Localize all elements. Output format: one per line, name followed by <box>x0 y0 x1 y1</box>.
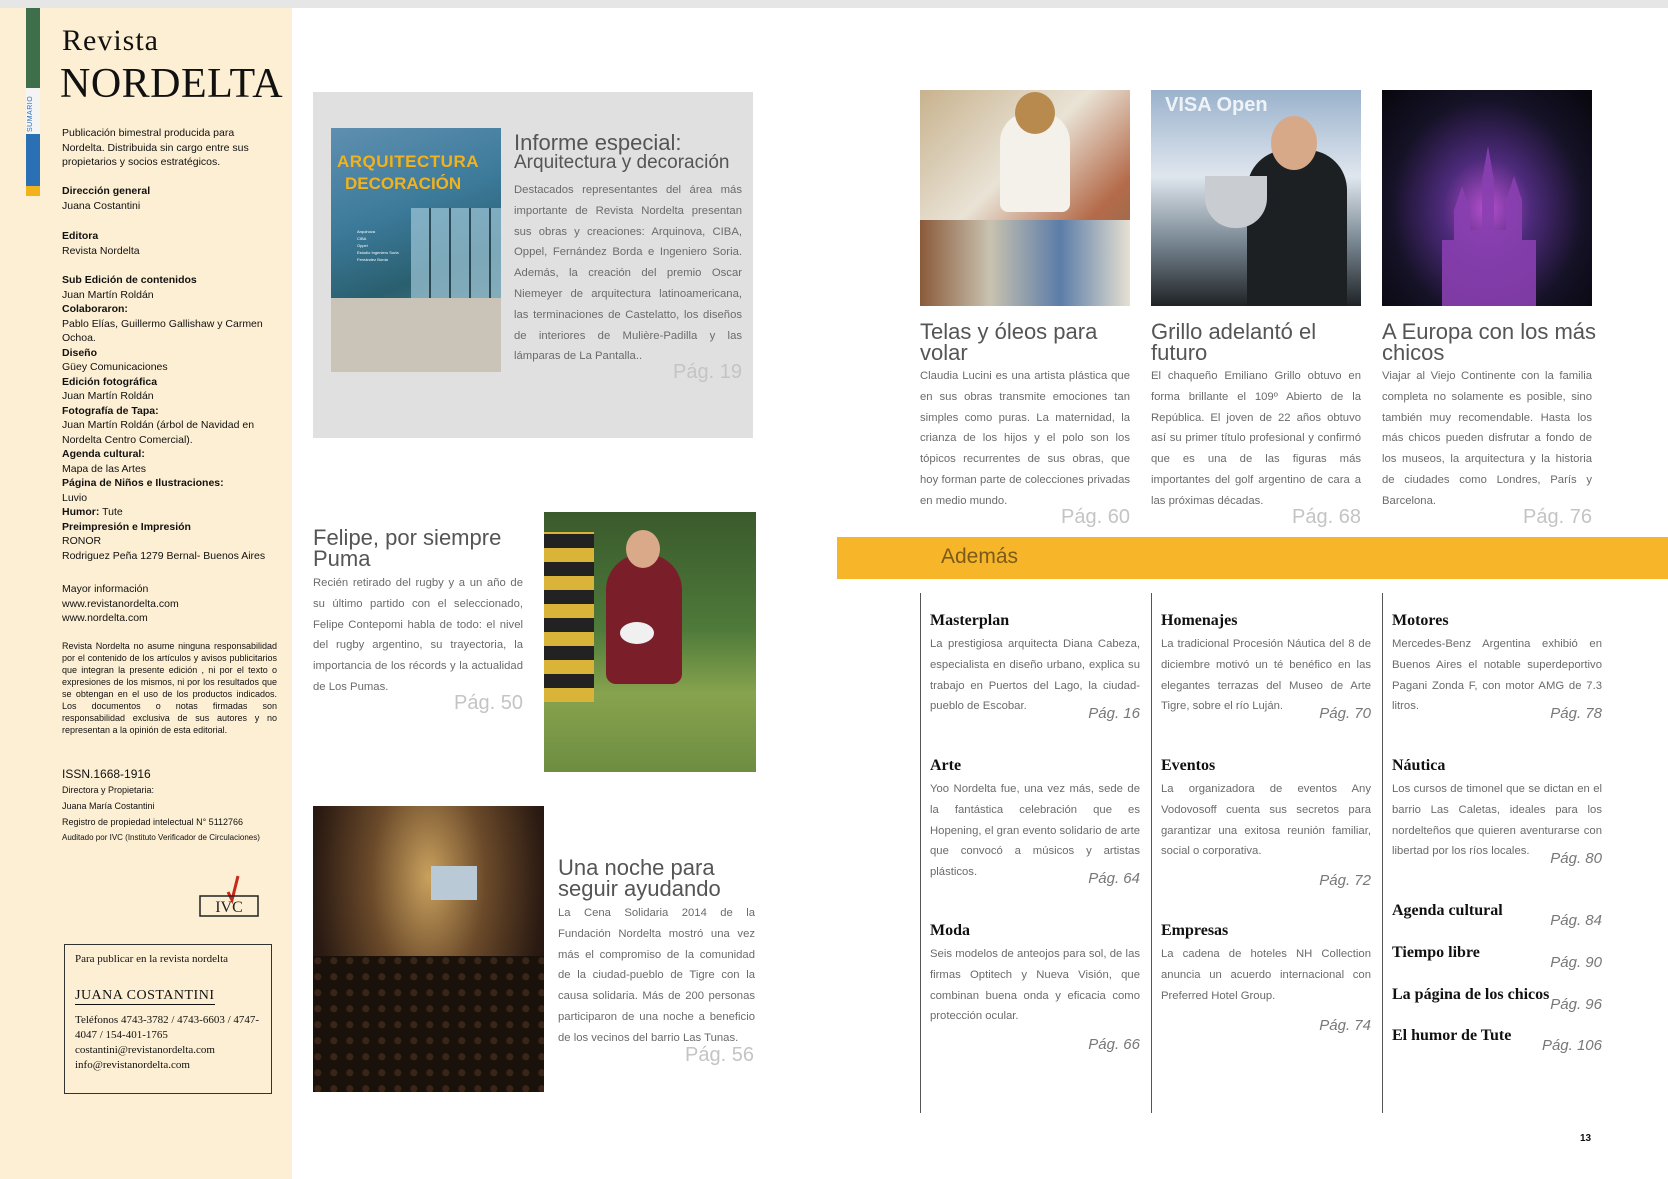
contact-heading: Para publicar en la revista nordelta <box>75 953 229 965</box>
ademas-item-body: La prestigiosa arquitecta Diana Cabeza, especialista en diseño urbano, explica su trabajo en Puertos del Lago, la ciudad-pueblo de Escobar. <box>930 638 1140 713</box>
credit-value: Juan Martín Roldán <box>62 288 154 301</box>
contact-email-1[interactable]: costantini@revistanordelta.com <box>75 1044 215 1056</box>
ademas-item-body: Seis modelos de anteojos para sol, de las firmas Optitech y Nueva Visión, que combinan buena onda y eficacia como protección ocular. <box>930 948 1140 1023</box>
more-info <box>62 582 277 626</box>
sumario-tab-blue <box>26 134 40 186</box>
credit-label: Dirección general <box>62 185 151 197</box>
credit-list <box>62 273 277 563</box>
ademas-item-body: La organizadora de eventos Any Vodovosoff cuenta sus secretos para garantizar una exitosa reunión familiar, social o corporativa. <box>1161 783 1371 858</box>
more-info-label: Mayor información <box>62 583 149 595</box>
credit-label: Colaboraron: <box>62 303 128 315</box>
noche-page[interactable]: Pág. 56 <box>685 1044 754 1066</box>
cover-list-item: Fernández Borda <box>357 257 388 262</box>
cover-list-item: Oppel <box>357 243 368 248</box>
short-item-page[interactable]: Pág. 84 <box>1550 912 1602 929</box>
informe-subtitle: Arquitectura y decoración <box>514 152 730 173</box>
directora: Juana María Costantini <box>62 801 155 811</box>
credit-value: Tute <box>102 506 123 518</box>
felipe-body: Recién retirado del rugby y a un año de su último partido con el seleccionado, Felipe Contepomi habla de todo: el nivel del rugby argentino, su trayectoria, la importancia de los récords y la actualidad de Los Pumas. <box>313 577 523 693</box>
page-number: 13 <box>1580 1133 1592 1144</box>
ivc-logo-text: IVC <box>215 899 243 916</box>
sumario-tab-label: SUMARIO <box>27 95 34 132</box>
credit-value: Luvio <box>62 491 88 504</box>
castle-photo <box>1382 90 1592 306</box>
ademas-item-body: Los cursos de timonel que se dictan en el barrio Las Caletas, ideales para los nordelteños que quieren aventurarse con libertad por los ríos locales. <box>1392 783 1602 858</box>
ademas-item-title: Homenajes <box>1161 612 1238 629</box>
credit-value: Juan Martín Roldán <box>62 390 154 402</box>
brand-revista: Revista <box>62 24 159 57</box>
credit-label: Diseño <box>62 346 98 359</box>
gala-crowd <box>313 956 544 1092</box>
informe-page[interactable]: Pág. 19 <box>673 361 742 383</box>
short-item-title: El humor de Tute <box>1392 1027 1512 1044</box>
informe-body: Destacados representantes del área más importante de Revista Nordelta presentan sus obras y creaciones: Arquinova, CIBA, Oppel, Fernández Borda e Ingeniero Soria. Además, la creación del premio Oscar Niemeyer de arquitectura latinoamericana, las terminaciones de Castelatto, los diseños de interiores de Mulière-Padilla y las lámparas de La Pantalla.. <box>514 184 742 363</box>
credit-label: Editora <box>62 230 99 242</box>
credit-1 <box>62 184 277 213</box>
credit-label: Fotografía de Tapa: <box>62 404 159 417</box>
issn-block <box>62 766 277 846</box>
short-item-page[interactable]: Pág. 106 <box>1541 1037 1602 1054</box>
credit-2 <box>62 229 277 258</box>
ademas-item-page[interactable]: Pág. 74 <box>1319 1017 1371 1034</box>
credit-label: Sub Edición de contenidos <box>62 274 197 286</box>
ademas-item-title: Eventos <box>1161 757 1216 774</box>
ademas-banner <box>837 537 1668 579</box>
telas-body: Claudia Lucini es una artista plástica que en sus obras transmite emociones tan simples como puras. La maternidad, la crianza de los hijos y el polo son los tópicos recurrentes de sus obras, que hoy forman parte de colecciones privadas en medio mundo. <box>920 370 1130 507</box>
credit-label: Agenda cultural: <box>62 448 145 460</box>
cover-list <box>357 228 399 263</box>
ademas-item-body: Mercedes-Benz Argentina exhibió en Buenos Aires el notable superdeportivo Pagani Zonda F, con motor AMG de 7.3 litros. <box>1392 638 1602 713</box>
credit-value: Revista Nordelta <box>62 244 140 257</box>
ademas-item-page[interactable]: Pág. 80 <box>1550 850 1602 867</box>
golfer-head <box>1271 116 1317 170</box>
column-divider <box>920 593 921 1113</box>
europa-title: A Europa con los más chicos <box>1382 319 1597 365</box>
column-divider <box>1151 593 1152 1113</box>
credit-label: Página de Niños e Ilustraciones: <box>62 477 224 489</box>
credit-label: Preimpresión e Impresión <box>62 520 191 533</box>
grillo-body: El chaqueño Emiliano Grillo obtuvo en forma brillante el 109º Abierto de la República. El joven de 22 años obtuvo así su primer título profesional y confirmó que es una de las figuras más importantes del golf argentino de cara a las próximas décadas. <box>1151 370 1361 507</box>
credit-label: Humor: <box>62 506 100 518</box>
sumario-tab-green <box>26 8 40 88</box>
credit-label: Edición fotográfica <box>62 375 158 388</box>
painter-palette <box>920 220 1130 306</box>
europa-body: Viajar al Viejo Continente con la familia completa no solamente es posible, sino también muy recomendable. Hasta los más chicos pueden disfrutar a fondo de los museos, la arquitectura y la historia de ciudades como Londres, París y Barcelona. <box>1382 370 1592 507</box>
web-link-revista[interactable]: www.revistanordelta.com <box>62 597 179 610</box>
credit-value: Mapa de las Artes <box>62 462 147 475</box>
contact-name: JUANA COSTANTINI <box>75 988 215 1003</box>
felipe-page[interactable]: Pág. 50 <box>454 692 523 714</box>
directora-label: Directora y Propietaria: <box>62 785 155 795</box>
sidebar-intro: Publicación bimestral producida para Nordelta. Distribuida sin cargo entre sus propietarios y socios estratégicos. <box>62 127 249 168</box>
short-item-title: La página de los chicos <box>1392 986 1550 1003</box>
ademas-item-body: La cadena de hoteles NH Collection anuncia un acuerdo internacional con Preferred Hotel Group. <box>1161 948 1371 1002</box>
ademas-item-title: Moda <box>930 922 970 939</box>
ademas-item-title: Motores <box>1392 612 1449 629</box>
contact-details <box>75 1013 265 1073</box>
contact-phones: Teléfonos 4743-3782 / 4743-6603 / 4747-4047 / 154-401-1765 <box>75 1014 260 1041</box>
ademas-label: Además <box>941 545 1019 568</box>
cover-floor <box>331 298 501 372</box>
credit-value: Juan Martín Roldán (árbol de Navidad en Nordelta Centro Comercial). <box>62 419 255 446</box>
ademas-item-page[interactable]: Pág. 16 <box>1088 705 1140 722</box>
rugby-photo <box>544 512 756 772</box>
noche-body: La Cena Solidaria 2014 de la Fundación Nordelta mostró una vez más el compromiso de la comunidad de la ciudad-pueblo de Tigre con la causa solidaria. Más de 200 personas participaron de una noche a beneficio de los vecinos del barrio Las Tunas. <box>558 907 755 1044</box>
column-divider <box>1382 593 1383 1113</box>
golfer-body <box>1247 150 1347 306</box>
ademas-item-body: Yoo Nordelta fue, una vez más, sede de la fantástica celebración que es Hopening, el gran evento solidario de arte que convocó a músicos y artistas plásticos. <box>930 783 1140 879</box>
contact-email-2[interactable]: info@revistanordelta.com <box>75 1059 190 1071</box>
ademas-item-page[interactable]: Pág. 66 <box>1088 1036 1140 1053</box>
europa-page[interactable]: Pág. 76 <box>1523 506 1592 528</box>
informe-title: Informe especial: <box>514 130 682 155</box>
felipe-title: Felipe, por siempre Puma <box>313 525 502 571</box>
telas-title: Telas y óleos para volar <box>920 319 1098 365</box>
web-link-nordelta[interactable]: www.nordelta.com <box>62 612 148 624</box>
ademas-item-page[interactable]: Pág. 78 <box>1550 705 1602 722</box>
cover-title-1: ARQUITECTURA <box>337 152 479 171</box>
golfer-photo <box>1151 90 1361 306</box>
cover-title-2: DECORACIÓN <box>345 174 462 193</box>
contact-box <box>64 944 272 1094</box>
ademas-item-title: Empresas <box>1161 922 1229 939</box>
short-item-title: Agenda cultural <box>1392 902 1503 919</box>
visa-open-text: VISA Open <box>1165 94 1268 116</box>
registro: Registro de propiedad intelectual N° 5112766 <box>62 817 244 827</box>
page-top-border <box>0 0 1668 8</box>
cover-list-item: Estudio Ingeniero Soria <box>357 250 399 255</box>
cover-list-item: CIBA <box>357 236 367 241</box>
ademas-item-page[interactable]: Pág. 72 <box>1319 872 1371 889</box>
disclaimer: Revista Nordelta no asume ninguna responsabilidad por el contenido de los artículos y avisos publicitarios que integran la presente edición , ni por el texto o expresiones de los mismos, ni por los resultados que se obtengan en el uso de los productos indicados. Los documentos o notas firmadas son responsabilidad exclusiva de sus autores y no representan a la opinión de esta editorial. <box>62 641 277 735</box>
noche-title: Una noche para seguir ayudando <box>558 855 721 901</box>
brand-nordelta: NORDELTA <box>60 61 284 107</box>
castle-silhouette <box>1382 90 1592 306</box>
ademas-item-page[interactable]: Pág. 70 <box>1319 705 1371 722</box>
sumario-tab-yellow <box>26 186 40 196</box>
credit-value: Juana Costantini <box>62 199 141 212</box>
credit-value: Rodriguez Peña 1279 Bernal- Buenos Aires <box>62 549 266 562</box>
short-item-page[interactable]: Pág. 90 <box>1550 954 1602 971</box>
rugby-player-head <box>626 530 660 568</box>
rugby-player-shirt <box>606 554 682 684</box>
grillo-page[interactable]: Pág. 68 <box>1292 506 1361 528</box>
ivc-logo <box>198 874 262 920</box>
ademas-item-title: Náutica <box>1392 757 1446 774</box>
auditado: Auditado por IVC (Instituto Verificador de Circulaciones) <box>62 833 260 842</box>
ademas-item-page[interactable]: Pág. 64 <box>1088 870 1140 887</box>
credit-value: Güey Comunicaciones <box>62 361 168 373</box>
magazine-cover-image <box>331 128 501 372</box>
ademas-item-body: La tradicional Procesión Náutica del 8 de diciembre motivó un té benéfico en las elegantes terrazas del Museo de Arte Tigre, sobre el río Luján. <box>1161 638 1371 713</box>
credit-value: Pablo Elías, Guillermo Gallishaw y Carmen Ochoa. <box>62 317 263 344</box>
telas-page[interactable]: Pág. 60 <box>1061 506 1130 528</box>
cover-list-item: Arquinova <box>357 229 376 234</box>
painter-photo <box>920 90 1130 306</box>
grillo-title: Grillo adelantó el futuro <box>1151 319 1317 365</box>
gala-screen <box>431 866 477 900</box>
painter-head <box>1015 92 1055 134</box>
ademas-item-title: Arte <box>930 757 962 774</box>
short-item-title: Tiempo libre <box>1392 944 1480 961</box>
gala-dinner-photo <box>313 806 544 1092</box>
issn: ISSN.1668-1916 <box>62 767 151 781</box>
short-item-page[interactable]: Pág. 96 <box>1550 996 1602 1013</box>
rugby-ball <box>620 622 654 644</box>
rugby-opponent <box>544 532 594 702</box>
ademas-item-title: Masterplan <box>930 612 1010 629</box>
credit-value: RONOR <box>62 535 102 547</box>
